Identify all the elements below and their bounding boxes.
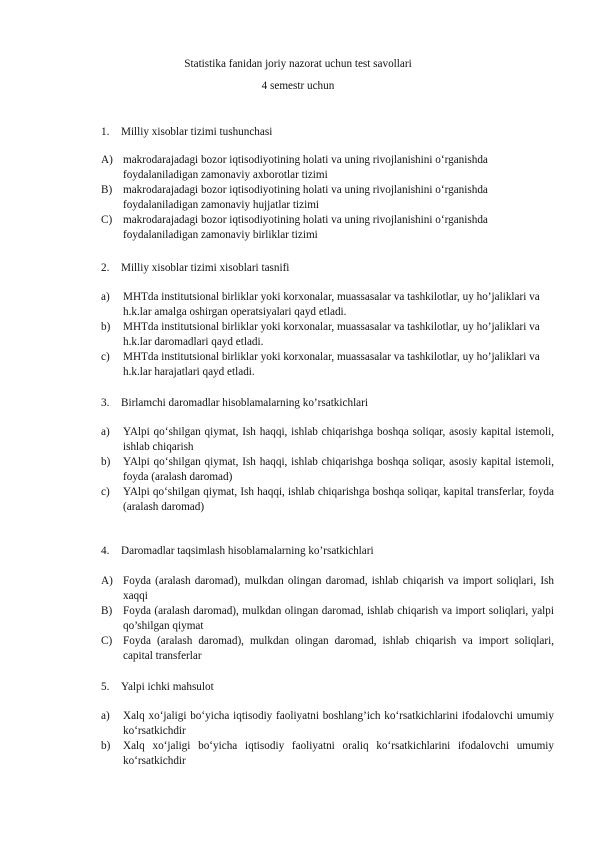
option-text: Foyda (aralash daromad), mulkdan olingan daromad, ishlab chiqarish va import soliqlari, yalpi qo’shilgan qiymat <box>123 605 554 632</box>
question-text: Birlamchi daromadlar hisoblamalarning ko’rsatkichlari <box>121 397 368 409</box>
option-label: C) <box>101 635 113 647</box>
question-1 <box>101 125 571 140</box>
option-text: makrodarajadagi bozor iqtisodiyotining holati va uning rivojlanishini o‘rganishda foydalaniladigan zamonaviy birliklar tizimi <box>123 214 488 241</box>
option-label: b) <box>101 740 111 752</box>
question-text: Yalpi ichki mahsulot <box>121 681 214 693</box>
option-text: Foyda (aralash daromad), mulkdan olingan daromad, ishlab chiqarish va import soliqlari, Ish xaqqi <box>123 575 554 602</box>
option-4b <box>101 604 554 633</box>
option-5b <box>101 739 554 768</box>
option-label: B) <box>101 605 113 617</box>
option-4c <box>101 634 554 663</box>
option-label: A) <box>101 575 113 587</box>
option-2c <box>101 350 554 379</box>
question-text: Milliy xisoblar tizimi xisoblari tasnifi <box>121 262 290 274</box>
option-label: a) <box>101 291 110 303</box>
option-label: a) <box>101 426 110 438</box>
question-number: 2. <box>101 262 110 274</box>
option-3b <box>101 455 554 484</box>
option-1b <box>101 183 554 212</box>
option-text: Xalq xo‘jaligi bo‘yicha iqtisodiy faoliyatni boshlang’ich ko‘rsatkichlarini ifodalovchi umumiy ko‘rsatkichdir <box>123 710 554 737</box>
option-5a <box>101 709 554 738</box>
option-text: makrodarajadagi bozor iqtisodiyotining holati va uning rivojlanishini o‘rganishda foydalaniladigan zamonaviy axborotlar tizimi <box>123 154 488 181</box>
document-subtitle: 4 semestr uchun <box>261 80 335 92</box>
question-number: 3. <box>101 397 110 409</box>
question-3 <box>101 396 571 411</box>
option-text: YAlpi qo‘shilgan qiymat, Ish haqqi, ishlab chiqarishga boshqa soliqar, asosiy kapital istemoli, foyda (aralash daromad) <box>123 456 554 483</box>
question-text: Milliy xisoblar tizimi tushunchasi <box>121 126 273 138</box>
option-label: A) <box>101 154 113 166</box>
option-text: YAlpi qo‘shilgan qiymat, Ish haqqi, ishlab chiqarishga boshqa soliqar, asosiy kapital istemoli, ishlab chiqarish <box>123 426 554 453</box>
option-2a <box>101 290 554 319</box>
option-3a <box>101 425 554 454</box>
option-2b <box>101 320 554 349</box>
option-text: Foyda (aralash daromad), mulkdan olingan daromad, ishlab chiqarish va import soliqlari, capital transferlar <box>123 635 554 662</box>
option-1c <box>101 213 554 242</box>
option-label: B) <box>101 184 113 196</box>
option-1a <box>101 153 554 182</box>
option-text: MHTda institutsional birliklar yoki korxonalar, muassasalar va tashkilotlar, uy ho’jaliklari va h.k.lar daromadlari qayd etladi. <box>123 321 540 348</box>
question-number: 1. <box>101 126 110 138</box>
option-text: YAlpi qo‘shilgan qiymat, Ish haqqi, ishlab chiqarishga boshqa soliqar, kapital transferlar, foyda (aralash daromad) <box>123 486 554 513</box>
question-text: Daromadlar taqsimlash hisoblamalarning ko’rsatkichlari <box>121 545 374 557</box>
option-label: C) <box>101 214 113 226</box>
option-text: MHTda institutsional birliklar yoki korxonalar, muassasalar va tashkilotlar, uy ho’jaliklari va h.k.lar amalga oshirgan operatsiyalari qayd etladi. <box>123 291 540 318</box>
option-text: Xalq xo‘jaligi bo‘yicha iqtisodiy faoliyatni oraliq ko‘rsatkichlarini ifodalovchi umumiy ko‘rsatkichdir <box>123 740 554 767</box>
option-label: b) <box>101 321 111 333</box>
document-title: Statistika fanidan joriy nazorat uchun test savollari <box>184 58 412 70</box>
option-label: c) <box>101 351 110 363</box>
question-2 <box>101 261 571 276</box>
option-label: c) <box>101 486 110 498</box>
option-3c <box>101 485 554 514</box>
option-text: makrodarajadagi bozor iqtisodiyotining holati va uning rivojlanishini o‘rganishda foydalaniladigan zamonaviy hujjatlar tizimi <box>123 184 488 211</box>
option-label: b) <box>101 456 111 468</box>
option-text: MHTda institutsional birliklar yoki korxonalar, muassasalar va tashkilotlar, uy ho’jaliklari va h.k.lar harajatlari qayd etladi. <box>123 351 540 378</box>
question-number: 4. <box>101 545 110 557</box>
option-4a <box>101 574 554 603</box>
question-number: 5. <box>101 681 110 693</box>
question-4 <box>101 544 571 559</box>
question-5 <box>101 680 571 695</box>
option-label: a) <box>101 710 110 722</box>
